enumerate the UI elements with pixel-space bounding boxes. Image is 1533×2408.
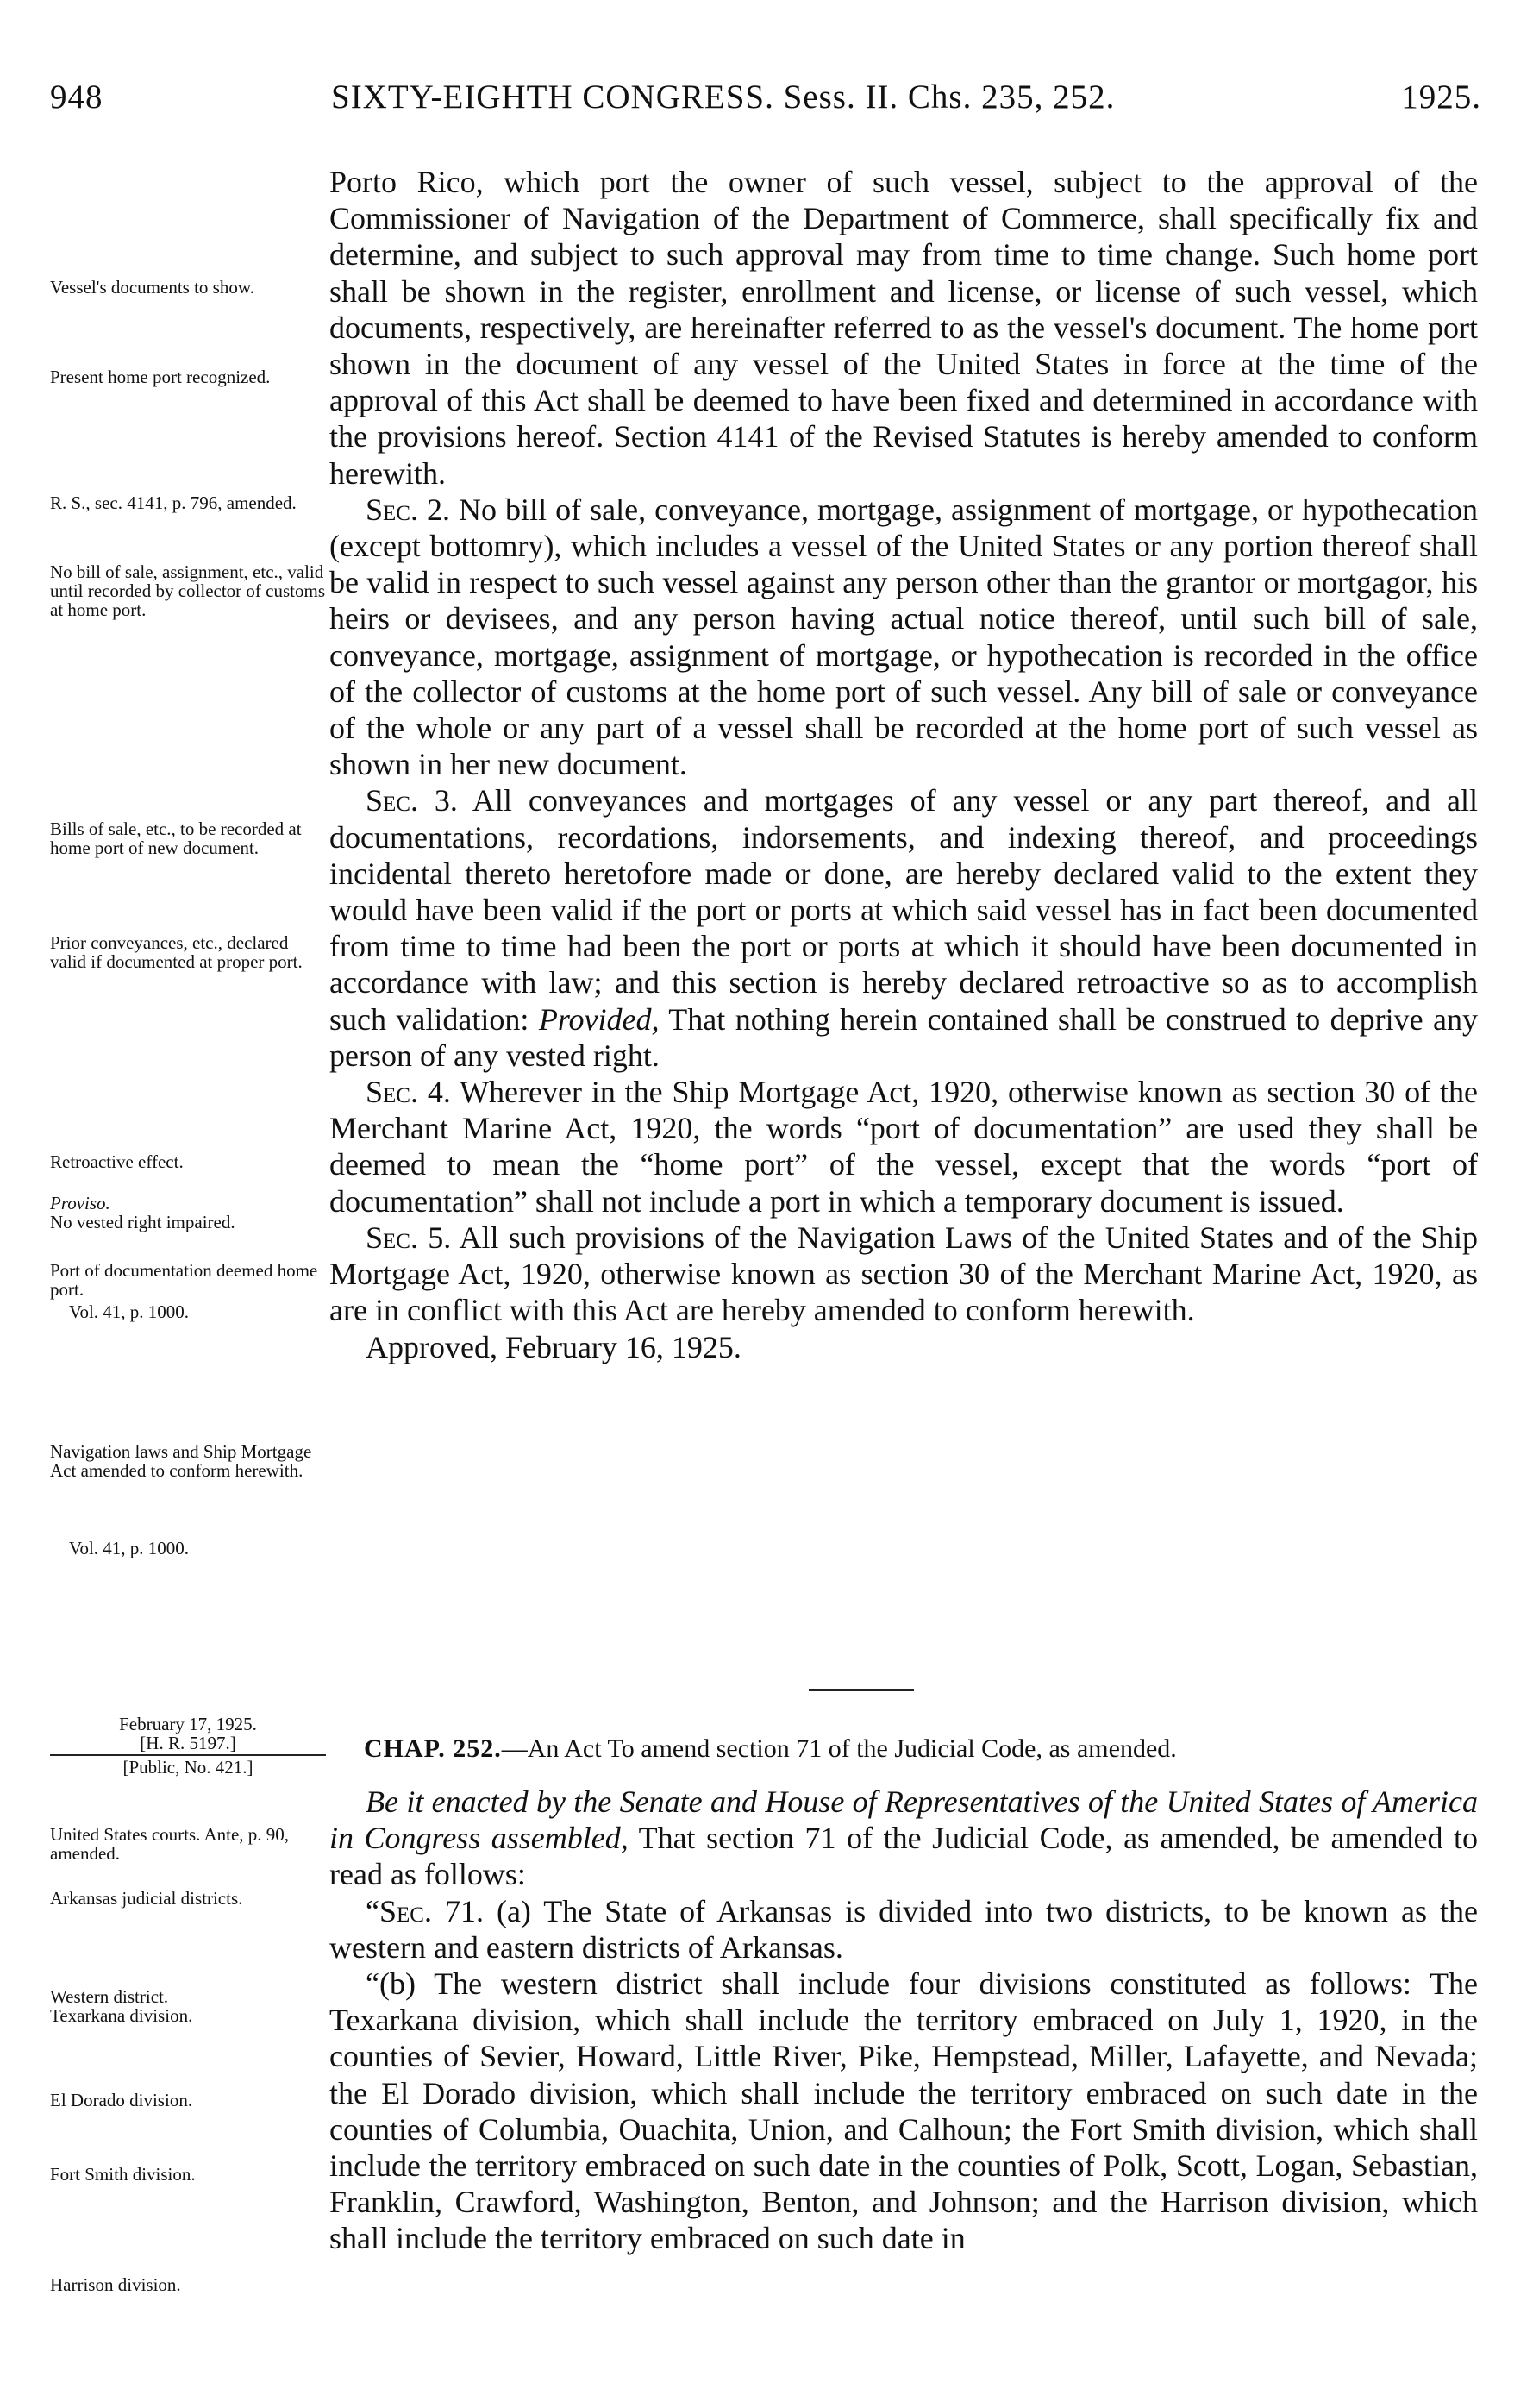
sidenote-port-of-documentation: Port of documentation deemed home port. <box>50 1260 318 1300</box>
sidenote-vol41-a: Vol. 41, p. 1000. <box>69 1301 190 1322</box>
section-3-proviso: Provided, <box>538 1001 660 1037</box>
sidenote-present-home-port: Present home port recognized. <box>50 367 271 387</box>
sidenote-navigation-laws: Navigation laws and Ship Mortgage Act amended to conform herewith. <box>50 1441 312 1481</box>
running-head-year: 1925. <box>1401 78 1481 116</box>
section-4-text: Wherever in the Ship Mortgage Act, 1920, otherwise known as section 30 of the Merchant Marine Act, 1920, the words “port of documentation” are used they shall be deemed to mean the “home port” of the vessel, except that the words “port of documentation” shall not include a port in which a temporary document is issued. <box>329 1075 1479 1219</box>
section-5-label: Sec. 5. <box>366 1220 452 1255</box>
section-3-label: Sec. 3. <box>366 783 458 818</box>
sidenote-no-bill-of-sale: No bill of sale, assignment, etc., valid until recorded by collector of customs at home port. <box>50 561 325 620</box>
sidenote-vessels-documents: Vessel's documents to show. <box>50 277 254 298</box>
section-4-label: Sec. 4. <box>366 1075 451 1110</box>
sidenote-prior-conveyances: Prior conveyances, etc., declared valid if documented at proper port. <box>50 932 303 972</box>
sidenote-vol41-b: Vol. 41, p. 1000. <box>69 1538 190 1558</box>
chapter-252-title: —An Act To amend section 71 of the Judicial Code, as amended. <box>501 1734 1177 1763</box>
section-71-b: “(b) The western district shall include four divisions constituted as follows: The Texarkana division, which shall include the territory embraced on July 1, 1920, in the counties of Sevier, Howard, Little River, Pike, Hempstead, Miller, Lafayette, and Nevada; the El Dorado division, which shall include the territory embraced on such date in the counties of Columbia, Ouachita, Union, and Calhoun; the Fort Smith division, which shall include the territory embraced on such date in the counties of Polk, Scott, Logan, Sebastian, Franklin, Crawford, Washington, Benton, and Johnson; and the Harrison division, which shall include the territory embraced on such date in <box>329 1966 1478 2256</box>
chapter-252-stamp <box>50 1715 326 1777</box>
chapter-252-heading <box>364 1732 1478 1766</box>
section-71-a <box>329 1893 1478 1966</box>
running-header <box>50 78 1481 129</box>
section-2-text: No bill of sale, conveyance, mortgage, assignment of mortgage, or hypothecation (except bottomry), which includes a vessel of the United States or any portion thereof shall be valid in respect to such vessel against any person other than the grantor or mortgagor, his heirs or devisees, and any person having actual notice thereof, until such bill of sale, conveyance, mortgage, assignment of mortgage, or hypothecation is recorded in the office of the collector of customs at the home port of such vessel. Any bill of sale or conveyance of the whole or any part of a vessel shall be recorded at the home port of such vessel as shown in her new document. <box>329 492 1478 782</box>
section-5 <box>329 1220 1478 1329</box>
section-3 <box>329 782 1478 1074</box>
section-71-a-text: (a) The State of Arkansas is divided into two districts, to be known as the western and eastern districts of Arkansas. <box>329 1893 1479 1965</box>
chapter-252-label: CHAP. 252. <box>364 1734 502 1763</box>
sidenote-arkansas-districts: Arkansas judicial districts. <box>50 1888 243 1909</box>
enacting-clause-after: That section 71 of the Judicial Code, as amended, be amended to read as follows: <box>329 1821 1478 1892</box>
sidenote-us-courts: United States courts. Ante, p. 90, amended. <box>50 1824 290 1864</box>
sidenote-rs-amended: R. S., sec. 4141, p. 796, amended. <box>50 492 297 513</box>
section-2 <box>329 492 1478 783</box>
running-head-title: SIXTY-EIGHTH CONGRESS. Sess. II. Chs. 235, 252. <box>331 78 1116 116</box>
section-4 <box>329 1074 1478 1220</box>
sidenote-harrison-division: Harrison division. <box>50 2274 181 2295</box>
section-3-text: All conveyances and mortgages of any vessel or any part thereof, and all documentations, recordations, indorsements, and indexing thereof, and proceedings incidental thereto heretofore made or done, are hereby declared valid to the extent they would have been valid if the port or ports at which said vessel has in fact been documented from time to time had been the port or ports at which it should have been documented in accordance with law; and this section is hereby declared retroactive so as to accomplish such validation: <box>329 783 1479 1037</box>
sidenote-fort-smith-division: Fort Smith division. <box>50 2164 196 2185</box>
enacting-clause <box>329 1784 1478 1893</box>
chapter-252-public-law: [Public, No. 421.] <box>50 1754 326 1777</box>
chapter-235-opening: Porto Rico, which port the owner of such vessel, subject to the approval of the Commissioner of Navigation of the Department of Commerce, shall specifically fix and determine, and subject to such approval may from time to time change. Such home port shall be shown in the register, enrollment and license, or license of such vessel, which documents, respectively, are hereinafter referred to as the vessel's document. The home port shown in the document of any vessel of the United States in force at the time of the approval of this Act shall be deemed to have been fixed and determined in accordance with the provisions hereof. Section 4141 of the Revised Statutes is hereby amended to conform herewith. <box>329 165 1478 491</box>
chapter-252-date: February 17, 1925. <box>119 1714 257 1734</box>
enacting-clause-italic: Be it enacted by the Senate and House of Representatives of the United States of America in Congress assembled, <box>329 1784 1478 1856</box>
section-5-text: All such provisions of the Navigation Laws of the United States and of the Ship Mortgage Act, 1920, otherwise known as section 30 of the Merchant Marine Act, 1920, as are in conflict with this Act are hereby amended to conform herewith. <box>329 1220 1478 1328</box>
section-3-after: That nothing herein contained shall be construed to deprive any person of any vested right. <box>329 1001 1478 1073</box>
sidenote-bills-of-sale: Bills of sale, etc., to be recorded at home port of new document. <box>50 818 302 858</box>
sidenote-texarkana-division: Texarkana division. <box>50 2005 193 2026</box>
section-divider <box>809 1689 914 1691</box>
sidenote-retroactive: Retroactive effect. <box>50 1151 184 1172</box>
chapter-252-text <box>329 1784 1478 2257</box>
sidenote-el-dorado-division: El Dorado division. <box>50 2090 193 2110</box>
sidenote-proviso: Proviso. <box>50 1193 110 1213</box>
sidenote-no-vested-right: No vested right impaired. <box>50 1212 235 1232</box>
chapter-235-text <box>329 164 1478 1365</box>
page-number: 948 <box>50 78 103 116</box>
approved-line: Approved, February 16, 1925. <box>366 1329 741 1364</box>
chapter-252-bill: [H. R. 5197.] <box>140 1733 236 1753</box>
section-71-label: “Sec. 71. <box>366 1893 484 1928</box>
section-2-label: Sec. 2. <box>366 492 450 527</box>
sidenote-western-district: Western district. <box>50 1986 169 2007</box>
